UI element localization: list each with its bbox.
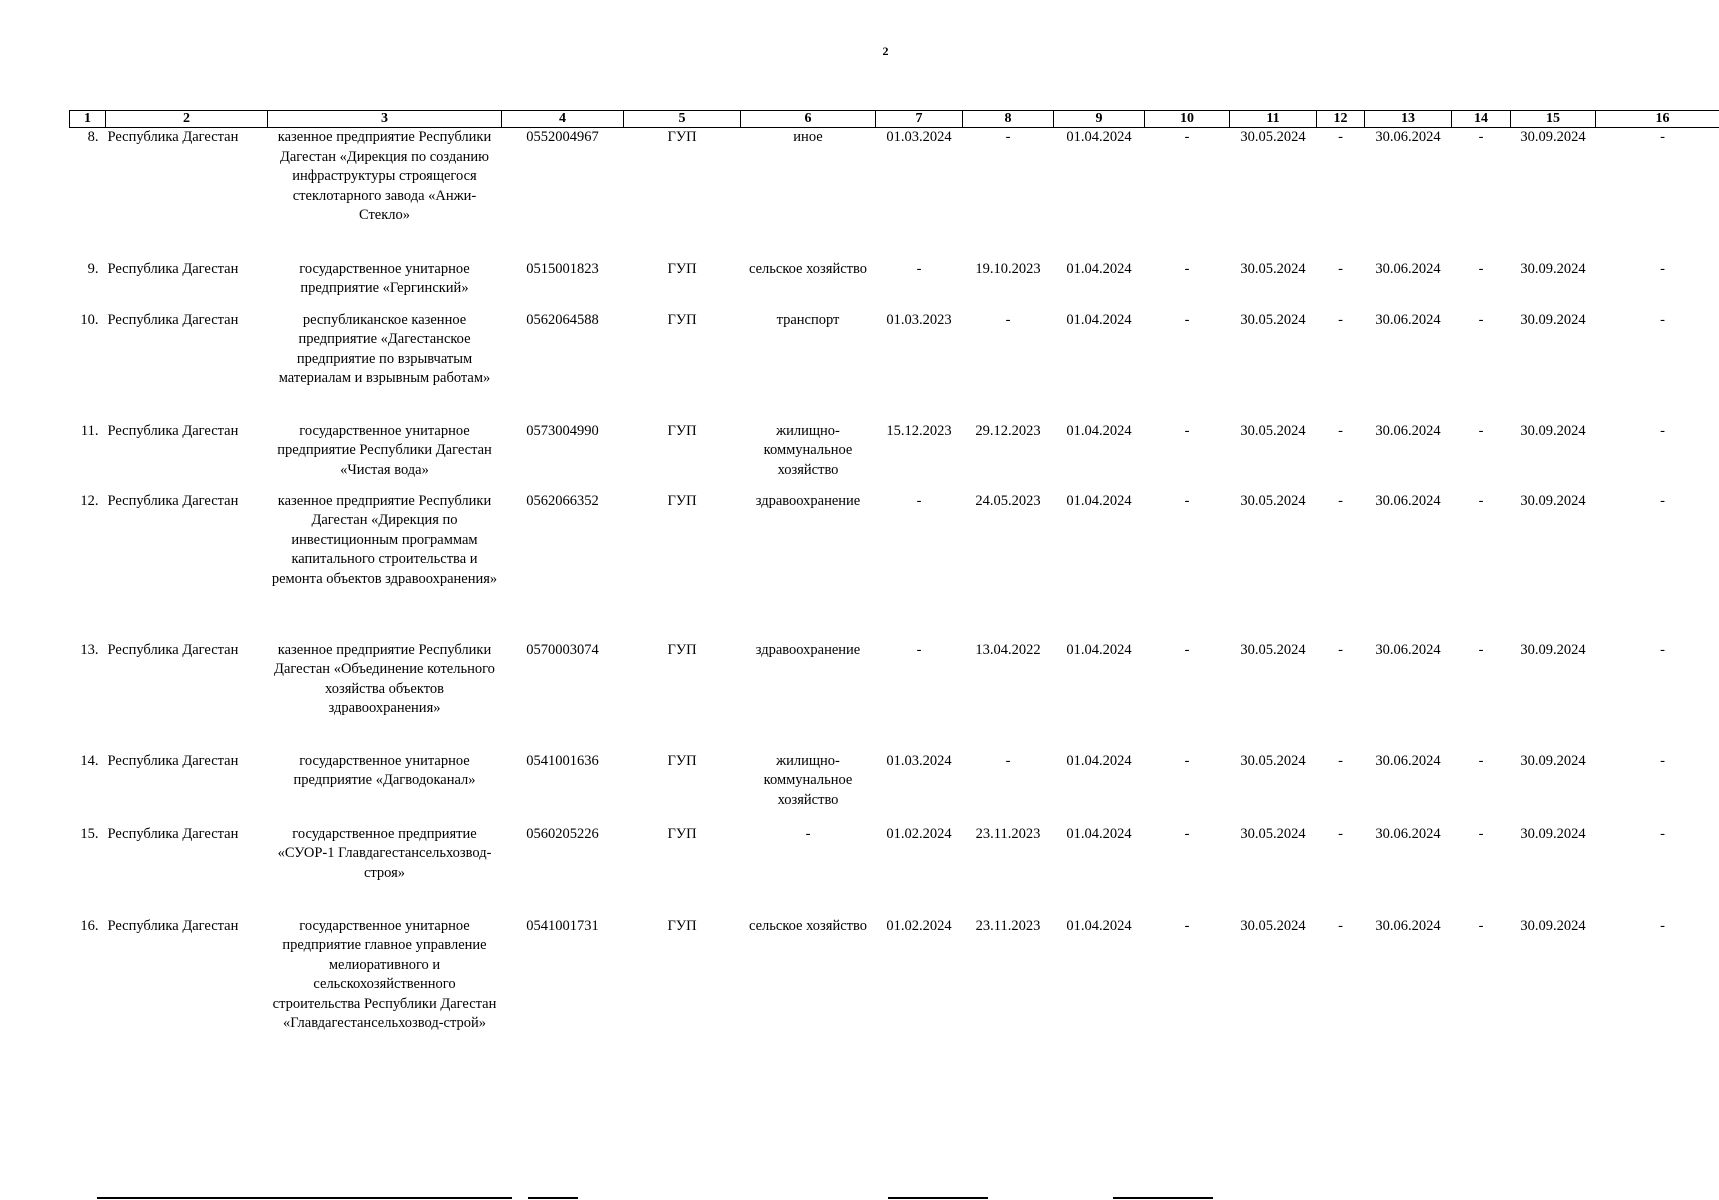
enterprise-name-cell: казенное предприятие Республики Дагестан «Дирекция по созданию инфраструктуры строящегося стеклотарного завода «Анжи-Стекло» bbox=[277, 129, 492, 223]
date-cell: 23.11.2023 bbox=[975, 917, 1041, 934]
inn-cell: 0573004990 bbox=[526, 422, 599, 439]
inn-cell: 0562066352 bbox=[526, 492, 599, 509]
enterprise-name-cell: государственное унитарное предприятие «Гергинский» bbox=[299, 260, 470, 296]
region-cell: Республика Дагестан bbox=[107, 492, 239, 509]
column-header: 10 bbox=[1145, 111, 1230, 128]
date-cell: 30.09.2024 bbox=[1520, 129, 1586, 145]
value-cell: - bbox=[1338, 917, 1343, 934]
value-cell: - bbox=[1478, 129, 1484, 145]
column-header: 9 bbox=[1054, 111, 1145, 128]
bottom-rule bbox=[97, 1197, 512, 1199]
column-header: 4 bbox=[502, 111, 624, 128]
value-cell: - bbox=[1184, 311, 1190, 328]
date-cell: 30.09.2024 bbox=[1520, 492, 1586, 509]
region-cell: Республика Дагестан bbox=[107, 422, 239, 439]
table-row bbox=[70, 420, 1719, 490]
row-number: 11. bbox=[80, 422, 99, 439]
value-cell: - bbox=[1478, 260, 1484, 277]
value-cell: - bbox=[1184, 260, 1190, 277]
value-cell: - bbox=[1478, 825, 1484, 842]
date-cell: - bbox=[1005, 129, 1011, 145]
type-cell: ГУП bbox=[667, 422, 697, 439]
row-number: 13. bbox=[80, 641, 99, 658]
bottom-rule bbox=[888, 1197, 988, 1199]
enterprise-name-cell: государственное унитарное предприятие главное управление мелиоративного и сельскохозяйственного строительства Республики Дагестан «Главдагестансельхозвод-строй» bbox=[272, 917, 497, 1031]
column-header: 12 bbox=[1317, 111, 1365, 128]
value-cell: - bbox=[1660, 492, 1665, 509]
date-cell: - bbox=[916, 260, 922, 277]
value-cell: - bbox=[1478, 641, 1484, 658]
row-number: 9. bbox=[87, 260, 99, 277]
date-cell: 30.06.2024 bbox=[1375, 129, 1441, 145]
date-cell: 30.06.2024 bbox=[1375, 917, 1441, 934]
industry-cell: - bbox=[805, 825, 811, 842]
date-cell: 30.05.2024 bbox=[1240, 641, 1306, 658]
date-cell: 30.06.2024 bbox=[1375, 492, 1441, 509]
date-cell: 30.05.2024 bbox=[1240, 752, 1306, 769]
region-cell: Республика Дагестан bbox=[107, 260, 239, 277]
date-cell: 24.05.2023 bbox=[975, 492, 1041, 509]
value-cell: - bbox=[1184, 917, 1190, 934]
inn-cell: 0562064588 bbox=[526, 311, 599, 328]
table-row bbox=[70, 128, 1719, 258]
type-cell: ГУП bbox=[667, 129, 697, 145]
date-cell: 30.09.2024 bbox=[1520, 641, 1586, 658]
value-cell: - bbox=[1660, 311, 1665, 328]
value-cell: - bbox=[1660, 422, 1665, 439]
date-cell: 30.06.2024 bbox=[1375, 825, 1441, 842]
type-cell: ГУП bbox=[667, 825, 697, 842]
enterprise-name-cell: государственное предприятие «СУОР-1 Главдагестансельхозвод-строя» bbox=[277, 825, 492, 881]
value-cell: - bbox=[1478, 492, 1484, 509]
type-cell: ГУП bbox=[667, 917, 697, 934]
date-cell: 30.09.2024 bbox=[1520, 917, 1586, 934]
enterprise-name-cell: государственное унитарное предприятие «Дагводоканал» bbox=[293, 752, 476, 788]
industry-cell: сельское хозяйство bbox=[748, 917, 867, 934]
column-header: 6 bbox=[741, 111, 876, 128]
row-number: 10. bbox=[80, 311, 99, 328]
date-cell: 30.05.2024 bbox=[1240, 129, 1306, 145]
value-cell: - bbox=[1184, 641, 1190, 658]
type-cell: ГУП bbox=[667, 492, 697, 509]
bottom-rule bbox=[528, 1197, 578, 1199]
value-cell: - bbox=[1184, 129, 1190, 145]
region-cell: Республика Дагестан bbox=[107, 917, 239, 934]
industry-cell: здравоохранение bbox=[755, 492, 861, 509]
enterprise-name-cell: республиканское казенное предприятие «Дагестанское предприятие по взрывчатым материалам и взрывным работам» bbox=[278, 311, 491, 386]
date-cell: 01.03.2023 bbox=[886, 311, 952, 328]
date-cell: 01.04.2024 bbox=[1066, 422, 1132, 439]
date-cell: 30.09.2024 bbox=[1520, 422, 1586, 439]
date-cell: 01.04.2024 bbox=[1066, 825, 1132, 842]
date-cell: 01.04.2024 bbox=[1066, 311, 1132, 328]
column-header: 16 bbox=[1596, 111, 1719, 128]
date-cell: 23.11.2023 bbox=[975, 825, 1041, 842]
date-cell: 30.06.2024 bbox=[1375, 752, 1441, 769]
bottom-rule bbox=[1113, 1197, 1213, 1199]
value-cell: - bbox=[1478, 752, 1484, 769]
region-cell: Республика Дагестан bbox=[107, 311, 239, 328]
value-cell: - bbox=[1338, 311, 1343, 328]
industry-cell: иное bbox=[793, 129, 823, 145]
date-cell: - bbox=[916, 492, 922, 509]
table-row bbox=[70, 258, 1719, 309]
page-number: 2 bbox=[882, 44, 889, 58]
value-cell: - bbox=[1338, 260, 1343, 277]
date-cell: 30.05.2024 bbox=[1240, 917, 1306, 934]
type-cell: ГУП bbox=[667, 641, 697, 658]
inn-cell: 0541001636 bbox=[526, 752, 599, 769]
column-header: 8 bbox=[963, 111, 1054, 128]
value-cell: - bbox=[1478, 311, 1484, 328]
date-cell: 30.06.2024 bbox=[1375, 311, 1441, 328]
type-cell: ГУП bbox=[667, 311, 697, 328]
region-cell: Республика Дагестан bbox=[107, 129, 239, 145]
date-cell: 01.04.2024 bbox=[1066, 492, 1132, 509]
inn-cell: 0541001731 bbox=[526, 917, 599, 934]
date-cell: - bbox=[1005, 752, 1011, 769]
value-cell: - bbox=[1184, 752, 1190, 769]
date-cell: 01.04.2024 bbox=[1066, 917, 1132, 934]
column-header: 1 bbox=[70, 111, 106, 128]
date-cell: 30.05.2024 bbox=[1240, 492, 1306, 509]
enterprises-table bbox=[69, 110, 1719, 1085]
date-cell: 01.04.2024 bbox=[1066, 260, 1132, 277]
date-cell: 01.03.2024 bbox=[886, 752, 952, 769]
date-cell: 01.04.2024 bbox=[1066, 641, 1132, 658]
industry-cell: жилищно-коммунальное хозяйство bbox=[763, 422, 853, 478]
value-cell: - bbox=[1338, 129, 1343, 145]
date-cell: 19.10.2023 bbox=[975, 260, 1041, 277]
value-cell: - bbox=[1338, 641, 1343, 658]
inn-cell: 0570003074 bbox=[526, 641, 599, 658]
date-cell: 30.09.2024 bbox=[1520, 311, 1586, 328]
date-cell: - bbox=[916, 641, 922, 658]
enterprise-name-cell: казенное предприятие Республики Дагестан «Объединение котельного хозяйства объектов здравоохранения» bbox=[274, 641, 495, 716]
column-header: 3 bbox=[268, 111, 502, 128]
type-cell: ГУП bbox=[667, 260, 697, 277]
table-body bbox=[70, 128, 1719, 1085]
type-cell: ГУП bbox=[667, 752, 697, 769]
value-cell: - bbox=[1184, 825, 1190, 842]
table-row bbox=[70, 639, 1719, 750]
value-cell: - bbox=[1184, 492, 1190, 509]
column-header: 2 bbox=[106, 111, 268, 128]
column-header: 5 bbox=[624, 111, 741, 128]
row-number: 16. bbox=[80, 917, 99, 934]
value-cell: - bbox=[1660, 641, 1665, 658]
date-cell: 15.12.2023 bbox=[886, 422, 952, 439]
table-row bbox=[70, 915, 1719, 1085]
date-cell: 30.05.2024 bbox=[1240, 825, 1306, 842]
column-header: 14 bbox=[1452, 111, 1511, 128]
industry-cell: сельское хозяйство bbox=[748, 260, 867, 277]
region-cell: Республика Дагестан bbox=[107, 752, 239, 769]
column-header: 7 bbox=[876, 111, 963, 128]
date-cell: 01.02.2024 bbox=[886, 825, 952, 842]
date-cell: 30.05.2024 bbox=[1240, 260, 1306, 277]
table-header-row bbox=[70, 111, 1719, 128]
column-header: 15 bbox=[1511, 111, 1596, 128]
date-cell: 30.06.2024 bbox=[1375, 260, 1441, 277]
enterprise-name-cell: казенное предприятие Республики Дагестан «Дирекция по инвестиционным программам капитального строительства и ремонта объектов здравоохранения» bbox=[271, 492, 498, 587]
row-number: 15. bbox=[80, 825, 99, 842]
date-cell: 29.12.2023 bbox=[975, 422, 1041, 439]
table-row bbox=[70, 823, 1719, 915]
date-cell: 01.02.2024 bbox=[886, 917, 952, 934]
row-number: 14. bbox=[80, 752, 99, 769]
date-cell: 30.06.2024 bbox=[1375, 641, 1441, 658]
column-header: 13 bbox=[1365, 111, 1452, 128]
value-cell: - bbox=[1660, 752, 1665, 769]
row-number: 12. bbox=[80, 492, 99, 509]
inn-cell: 0560205226 bbox=[526, 825, 599, 842]
table-row bbox=[70, 309, 1719, 420]
value-cell: - bbox=[1478, 422, 1484, 439]
date-cell: 01.04.2024 bbox=[1066, 129, 1132, 145]
value-cell: - bbox=[1660, 260, 1665, 277]
date-cell: 30.05.2024 bbox=[1240, 311, 1306, 328]
table-row bbox=[70, 750, 1719, 823]
date-cell: 01.04.2024 bbox=[1066, 752, 1132, 769]
value-cell: - bbox=[1338, 825, 1343, 842]
column-header: 11 bbox=[1230, 111, 1317, 128]
date-cell: 13.04.2022 bbox=[975, 641, 1041, 658]
industry-cell: здравоохранение bbox=[755, 641, 861, 658]
date-cell: 01.03.2024 bbox=[886, 129, 952, 145]
date-cell: 30.05.2024 bbox=[1240, 422, 1306, 439]
value-cell: - bbox=[1338, 422, 1343, 439]
date-cell: - bbox=[1005, 311, 1011, 328]
industry-cell: транспорт bbox=[776, 311, 840, 328]
region-cell: Республика Дагестан bbox=[107, 825, 239, 842]
date-cell: 30.09.2024 bbox=[1520, 260, 1586, 277]
inn-cell: 0552004967 bbox=[526, 129, 599, 145]
date-cell: 30.09.2024 bbox=[1520, 825, 1586, 842]
value-cell: - bbox=[1660, 129, 1665, 145]
value-cell: - bbox=[1478, 917, 1484, 934]
industry-cell: жилищно-коммунальное хозяйство bbox=[763, 752, 853, 808]
value-cell: - bbox=[1660, 917, 1665, 934]
enterprise-name-cell: государственное унитарное предприятие Республики Дагестан «Чистая вода» bbox=[277, 422, 492, 478]
value-cell: - bbox=[1660, 825, 1665, 842]
value-cell: - bbox=[1338, 752, 1343, 769]
value-cell: - bbox=[1338, 492, 1343, 509]
value-cell: - bbox=[1184, 422, 1190, 439]
row-number: 8. bbox=[87, 129, 99, 145]
inn-cell: 0515001823 bbox=[526, 260, 599, 277]
table-row bbox=[70, 490, 1719, 639]
date-cell: 30.06.2024 bbox=[1375, 422, 1441, 439]
date-cell: 30.09.2024 bbox=[1520, 752, 1586, 769]
region-cell: Республика Дагестан bbox=[107, 641, 239, 658]
